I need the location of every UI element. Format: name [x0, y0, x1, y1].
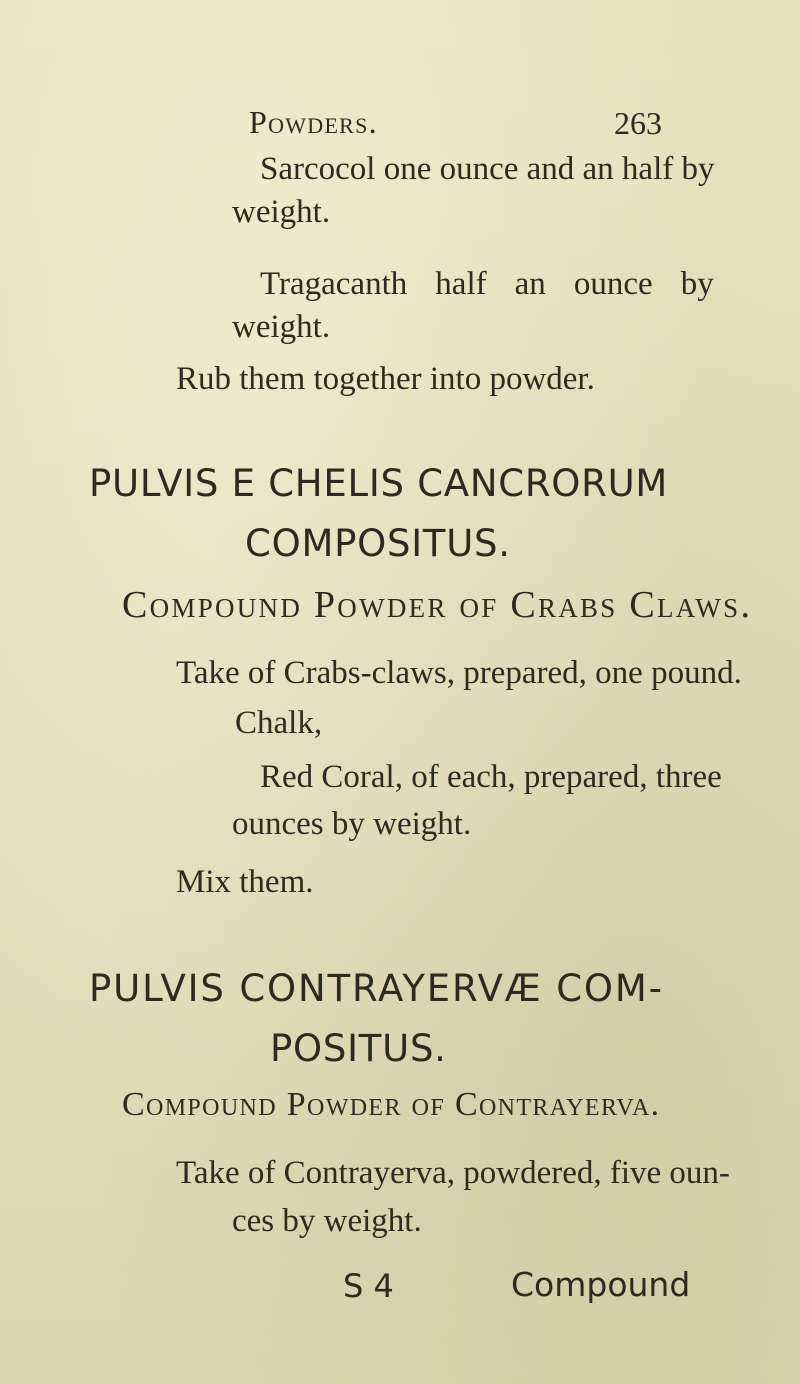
take-contrayerva-line-2: ces by weight.	[232, 1203, 422, 1239]
subtitle-contrayerva: Compound Powder of Contrayerva.	[122, 1086, 661, 1123]
signature-mark: S 4	[343, 1267, 394, 1305]
title-pulvis-contrayervae-line-1: PULVIS CONTRAYERVÆ COM-	[89, 967, 664, 1010]
coral-line-1: Red Coral, of each, prepared, three	[260, 759, 722, 795]
tragacanth-text: Tragacanth half an ounce by	[260, 266, 714, 302]
catchword: Compound	[511, 1265, 691, 1304]
title-pulvis-contrayervae-line-2: POSITUS.	[270, 1027, 447, 1070]
tragacanth-line-2: weight.	[232, 309, 331, 345]
mix-instruction: Mix them.	[176, 864, 314, 900]
coral-line-2: ounces by weight.	[232, 806, 472, 842]
rub-instruction: Rub them together into powder.	[176, 361, 595, 397]
title-pulvis-chelis-line-2: COMPOSITUS.	[245, 522, 511, 565]
title-pulvis-chelis-line-1: PULVIS E CHELIS CANCRORUM	[89, 462, 669, 505]
chalk-line: Chalk,	[235, 705, 323, 741]
sarcocol-line-1: Sarcocol one ounce and an half by	[260, 151, 715, 187]
page-number: 263	[614, 105, 662, 141]
running-head: Powders.	[249, 104, 378, 140]
subtitle-crabs-claws: Compound Powder of Crabs Claws.	[122, 584, 753, 626]
sarcocol-line-2: weight.	[232, 194, 331, 230]
take-contrayerva-line-1: Take of Contrayerva, powdered, five oun-	[176, 1155, 730, 1191]
tragacanth-line-1	[260, 266, 714, 302]
take-crabs-claws: Take of Crabs-claws, prepared, one pound.	[176, 655, 742, 691]
